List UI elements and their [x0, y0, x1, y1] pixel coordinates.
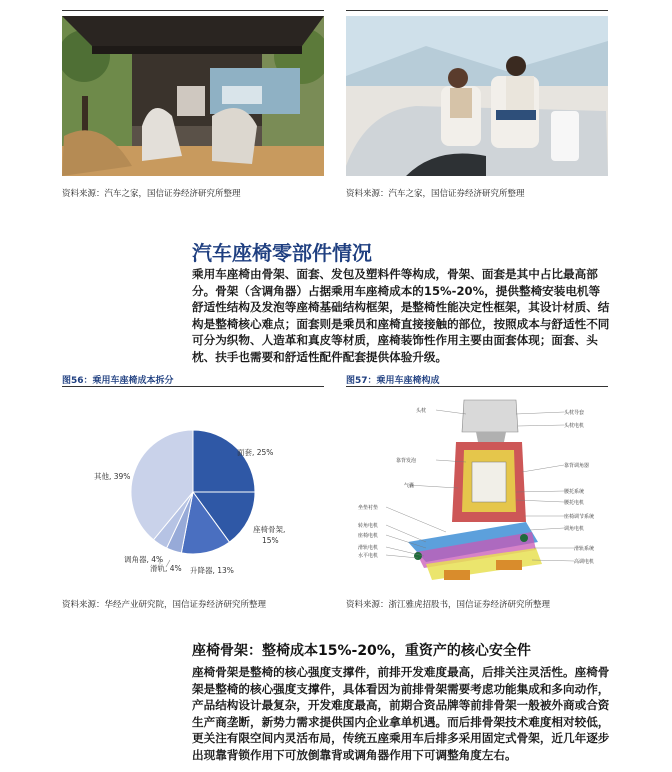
seat-label-slide-system: 滑轨系统	[574, 546, 595, 552]
seat-label-headrest-guide: 头枕导套	[564, 410, 585, 416]
seat-label-massage-system: 腰托系统	[564, 489, 585, 495]
pie-slice-0	[193, 430, 255, 492]
right-photo-source: 资料来源：汽车之家，国信证券经济研究所整理	[346, 189, 525, 199]
figure57-caption: 图57：乘用车座椅构成	[346, 376, 440, 386]
seat-label-backrest-foam: 靠背发泡	[396, 458, 417, 464]
figure57-source: 资料来源：浙江雅虎招股书，国信证券经济研究所整理	[346, 600, 551, 610]
seat-label-headrest-motor: 头枕电机	[564, 423, 585, 429]
seat-label-height-motor: 高调电机	[574, 559, 595, 565]
seat-label-lumbar-motor: 腰托电机	[564, 500, 585, 506]
figure57-rule	[346, 386, 608, 387]
figure56-caption: 图56：乘用车座椅成本拆分	[62, 376, 174, 386]
figure56-rule	[62, 386, 324, 387]
seat-label-seat-adjust-system: 座椅调节系统	[564, 514, 595, 520]
cost-pie-chart	[62, 392, 324, 592]
subsection-paragraph: 座椅骨架是整椅的核心强度支撑件，前排开发难度最高，后排关注灵活性。座椅骨架是整椅的核心强度支撑件，具体看因为前排骨架需要考虑功能集成和多向动作，产品结构设计最复杂，开发难度最高，前期合资品牌等前排骨架一般被外商或合资生产商垄断，新势力需求提供国内企业拿单机遇。而后排骨架技术难度相对较低，更关注有限空间内灵活布局，传统五座乘用车后排多采用固定式骨架，近几年逐步出现靠背锁作用下可放倒靠背或调角器作用下可调整角度左右。	[192, 665, 610, 762]
top-rule-left	[62, 10, 324, 11]
pie-label-huagui: 滑轨, 4%	[150, 564, 182, 573]
pie-label-tiaojiao: 调角器, 4%	[124, 555, 164, 564]
seat-label-cushion-pad: 坐垫衬垫	[358, 505, 379, 511]
seat-label-recliner-motor: 调角电机	[564, 526, 585, 532]
pie-label-gujia: 座椅骨架,	[253, 525, 286, 534]
left-photo-source: 资料来源：汽车之家，国信证券经济研究所整理	[62, 189, 241, 199]
section-paragraph: 乘用车座椅由骨架、面套、发包及塑料件等构成，骨架、面套是其中占比最高部分。骨架（含调角器）占据乘用车座椅成本的15%-20%，提供整椅安装电机等舒适性结构及发泡等座椅基础结构框架，是整椅性能决定性框架，其设计材质、结构是整椅核心难点；面套则是乘员和座椅直接接触的部位，按照成本与舒适性不同可分为织物、人造革和真皮等材质，座椅装饰性作用主要由面套体现；面套、头枕、扶手也需要和舒适性配件配套提供体验升级。	[192, 267, 610, 364]
seat-label-headrest: 头枕	[416, 408, 427, 414]
pie-label-gujia-pct: 15%	[262, 536, 279, 545]
section-title: 汽车座椅零部件情况	[192, 241, 372, 265]
seat-structure-diagram	[346, 392, 608, 592]
seat-label-slide-motor: 滑轨电机	[358, 545, 379, 551]
pie-label-shengjiang: 升降器, 13%	[190, 566, 234, 575]
pie-label-qita: 其他, 39%	[94, 472, 131, 481]
car-interior-people-photo	[346, 16, 608, 176]
seat-label-airbag: 气囊	[404, 483, 415, 489]
seat-label-tilt-motor: 转角电机	[358, 523, 379, 529]
seat-label-horizontal-motor: 水平电机	[358, 553, 379, 559]
seat-label-backrest-recliner: 靠背调角器	[564, 463, 590, 469]
top-rule-right	[346, 10, 608, 11]
subsection-title: 座椅骨架：整椅成本15%-20%，重资产的核心安全件	[192, 643, 531, 659]
figure56-source: 资料来源：华经产业研究院，国信证券经济研究所整理	[62, 600, 267, 610]
seat-label-seat-motor: 座椅电机	[358, 533, 379, 539]
concept-cabin-photo	[62, 16, 324, 176]
pie-label-mianta: 面套, 25%	[237, 448, 274, 457]
